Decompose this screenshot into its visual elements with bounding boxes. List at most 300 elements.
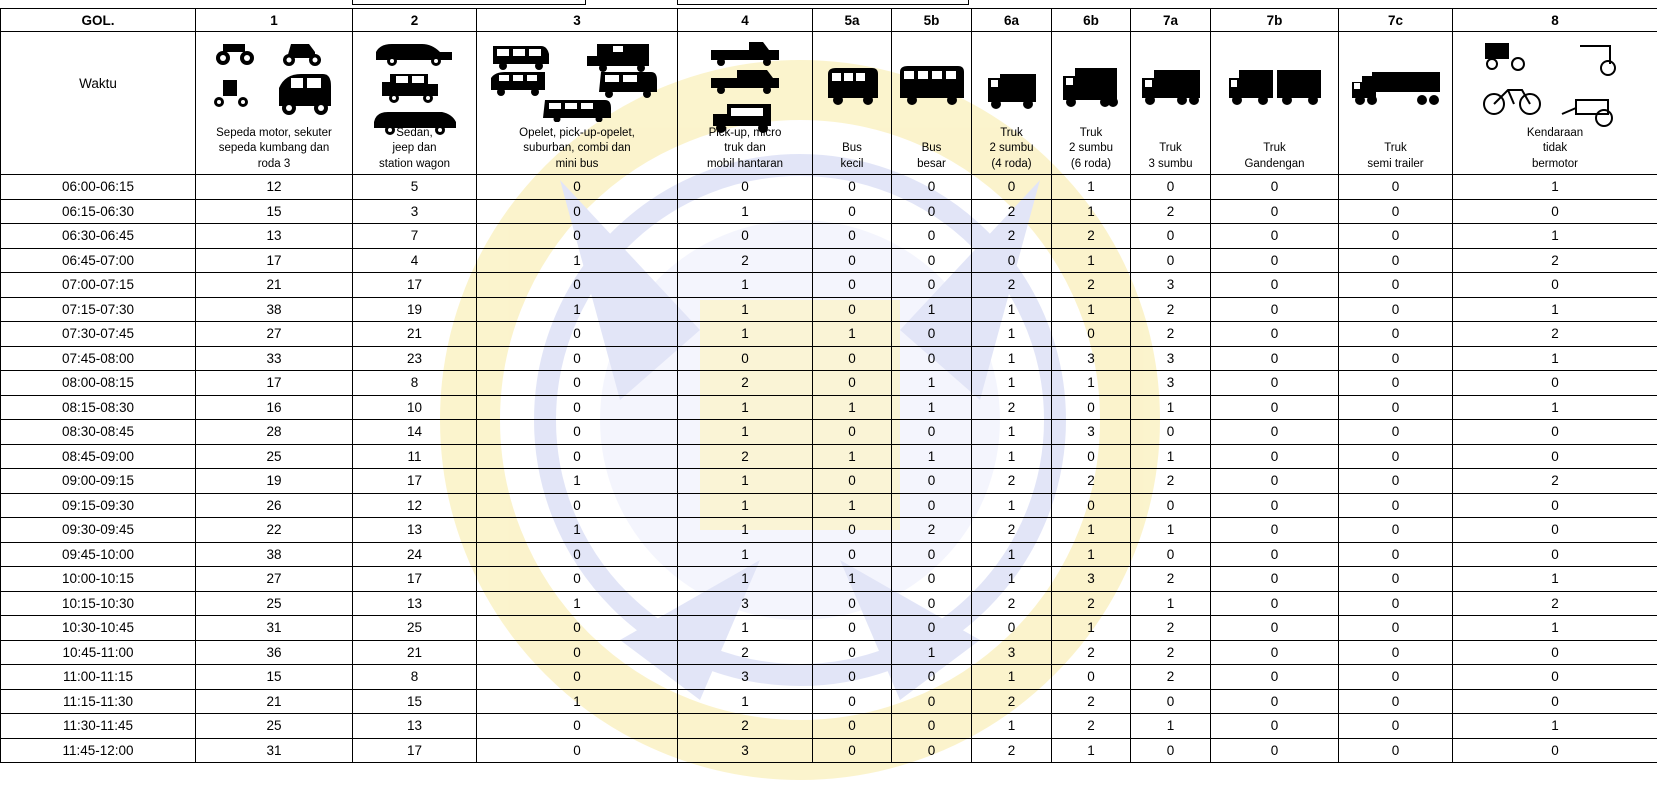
desc-line: semi trailer <box>1367 157 1424 170</box>
count-cell: 0 <box>1453 640 1657 665</box>
count-cell: 0 <box>813 689 892 714</box>
desc-line: suburban, combi dan <box>523 142 631 154</box>
table-row <box>1 665 1657 690</box>
count-cell: 0 <box>972 248 1052 273</box>
count-cell: 0 <box>892 689 972 714</box>
count-cell: 1 <box>972 714 1052 739</box>
count-cell: 12 <box>353 493 477 518</box>
desc-cell-2 <box>353 32 477 175</box>
count-cell: 0 <box>1453 444 1657 469</box>
table-row <box>1 689 1657 714</box>
count-cell: 1 <box>892 640 972 665</box>
count-cell: 13 <box>353 591 477 616</box>
table-row <box>1 297 1657 322</box>
desc-cell-6a <box>972 32 1052 175</box>
time-cell: 10:00-10:15 <box>1 567 196 592</box>
count-cell: 0 <box>1211 199 1339 224</box>
count-cell: 0 <box>1339 395 1453 420</box>
count-cell: 0 <box>1339 616 1453 641</box>
count-cell: 1 <box>972 444 1052 469</box>
count-cell: 0 <box>1339 322 1453 347</box>
count-cell: 0 <box>813 371 892 396</box>
large-bus-icon <box>896 38 968 138</box>
count-cell: 3 <box>1052 420 1131 445</box>
desc-line: 3 sumbu <box>1148 157 1193 170</box>
table-row <box>1 273 1657 298</box>
count-cell: 1 <box>1052 199 1131 224</box>
count-cell: 0 <box>1211 714 1339 739</box>
count-cell: 1 <box>477 248 678 273</box>
count-cell: 0 <box>1211 542 1339 567</box>
time-cell: 11:15-11:30 <box>1 689 196 714</box>
count-cell: 0 <box>1453 273 1657 298</box>
count-cell: 0 <box>1211 395 1339 420</box>
time-cell: 09:45-10:00 <box>1 542 196 567</box>
time-cell: 11:30-11:45 <box>1 714 196 739</box>
count-cell: 0 <box>1052 665 1131 690</box>
col-header-3: 3 <box>477 9 678 32</box>
count-cell: 0 <box>1339 224 1453 249</box>
desc-cell-5b <box>892 32 972 175</box>
count-cell: 0 <box>477 322 678 347</box>
count-cell: 10 <box>353 395 477 420</box>
table-row <box>1 224 1657 249</box>
count-cell: 1 <box>477 469 678 494</box>
count-cell: 25 <box>196 444 353 469</box>
count-cell: 1 <box>678 469 813 494</box>
count-cell: 1 <box>678 420 813 445</box>
count-cell: 0 <box>813 224 892 249</box>
count-cell: 0 <box>678 346 813 371</box>
count-cell: 3 <box>1052 567 1131 592</box>
count-cell: 0 <box>1339 248 1453 273</box>
count-cell: 1 <box>678 322 813 347</box>
count-cell: 0 <box>813 273 892 298</box>
count-cell: 28 <box>196 420 353 445</box>
count-cell: 0 <box>477 493 678 518</box>
count-cell: 0 <box>1211 689 1339 714</box>
desc-cell-7c <box>1339 32 1453 175</box>
count-cell: 0 <box>477 616 678 641</box>
count-cell: 1 <box>1453 395 1657 420</box>
count-cell: 2 <box>1131 297 1211 322</box>
count-cell: 5 <box>353 175 477 200</box>
count-cell: 0 <box>1131 689 1211 714</box>
count-cell: 15 <box>196 199 353 224</box>
count-cell: 2 <box>1052 591 1131 616</box>
count-cell: 0 <box>1339 640 1453 665</box>
table-row <box>1 542 1657 567</box>
count-cell: 0 <box>1339 444 1453 469</box>
count-cell: 21 <box>353 322 477 347</box>
count-cell: 1 <box>1052 738 1131 763</box>
count-cell: 17 <box>353 738 477 763</box>
desc-line: Opelet, pick-up-opelet, <box>519 126 635 139</box>
count-cell: 1 <box>678 518 813 543</box>
count-cell: 0 <box>1211 297 1339 322</box>
count-cell: 1 <box>972 493 1052 518</box>
count-cell: 0 <box>1211 346 1339 371</box>
count-cell: 1 <box>1052 297 1131 322</box>
desc-line: (4 roda) <box>991 157 1032 170</box>
count-cell: 0 <box>1131 248 1211 273</box>
time-cell: 11:00-11:15 <box>1 665 196 690</box>
count-cell: 2 <box>678 371 813 396</box>
count-cell: 25 <box>353 616 477 641</box>
count-cell: 0 <box>892 199 972 224</box>
count-cell: 0 <box>1453 738 1657 763</box>
desc-cell-3 <box>477 32 678 175</box>
count-cell: 0 <box>1453 689 1657 714</box>
count-cell: 0 <box>1339 714 1453 739</box>
trailer-truck-icon <box>1225 38 1325 138</box>
count-cell: 2 <box>972 591 1052 616</box>
count-cell: 0 <box>1339 297 1453 322</box>
count-cell: 0 <box>813 420 892 445</box>
count-cell: 1 <box>1052 371 1131 396</box>
count-cell: 3 <box>678 738 813 763</box>
count-cell: 15 <box>353 689 477 714</box>
time-cell: 09:00-09:15 <box>1 469 196 494</box>
count-cell: 1 <box>972 542 1052 567</box>
count-cell: 0 <box>477 224 678 249</box>
count-cell: 17 <box>196 371 353 396</box>
count-cell: 0 <box>892 175 972 200</box>
col-header-6b: 6b <box>1052 9 1131 32</box>
count-cell: 1 <box>972 567 1052 592</box>
count-cell: 3 <box>353 199 477 224</box>
waktu-header <box>1 32 196 175</box>
count-cell: 0 <box>813 175 892 200</box>
count-cell: 1 <box>678 616 813 641</box>
count-cell: 0 <box>972 175 1052 200</box>
desc-cell-4 <box>678 32 813 175</box>
count-cell: 1 <box>1052 248 1131 273</box>
desc-line: Bus <box>842 142 862 154</box>
count-cell: 2 <box>972 689 1052 714</box>
count-cell: 0 <box>477 395 678 420</box>
count-cell: 0 <box>1211 665 1339 690</box>
count-cell: 33 <box>196 346 353 371</box>
desc-line: Bus <box>921 142 942 154</box>
col-header-8: 8 <box>1453 9 1657 32</box>
count-cell: 24 <box>353 542 477 567</box>
count-cell: 17 <box>353 567 477 592</box>
desc-line: tidak <box>1542 142 1568 154</box>
count-cell: 31 <box>196 616 353 641</box>
count-cell: 0 <box>1211 567 1339 592</box>
count-cell: 19 <box>353 297 477 322</box>
count-cell: 1 <box>1453 567 1657 592</box>
count-cell: 0 <box>1339 469 1453 494</box>
desc-line: Truk <box>1159 142 1182 154</box>
count-cell: 0 <box>1339 273 1453 298</box>
count-cell: 1 <box>1052 175 1131 200</box>
count-cell: 1 <box>1453 175 1657 200</box>
time-cell: 08:45-09:00 <box>1 444 196 469</box>
count-cell: 1 <box>1131 395 1211 420</box>
count-cell: 13 <box>353 714 477 739</box>
count-cell: 0 <box>477 346 678 371</box>
table-row <box>1 322 1657 347</box>
count-cell: 25 <box>196 591 353 616</box>
time-cell: 10:45-11:00 <box>1 640 196 665</box>
count-cell: 2 <box>1453 322 1657 347</box>
count-cell: 21 <box>196 273 353 298</box>
count-cell: 1 <box>972 297 1052 322</box>
count-cell: 0 <box>477 175 678 200</box>
count-cell: 2 <box>972 199 1052 224</box>
count-cell: 8 <box>353 665 477 690</box>
count-cell: 0 <box>1339 175 1453 200</box>
count-cell: 1 <box>1453 224 1657 249</box>
time-cell: 07:00-07:15 <box>1 273 196 298</box>
count-cell: 1 <box>477 689 678 714</box>
table-row <box>1 714 1657 739</box>
table-row <box>1 738 1657 763</box>
count-cell: 1 <box>678 297 813 322</box>
col-header-1: 1 <box>196 9 353 32</box>
count-cell: 1 <box>477 591 678 616</box>
desc-line: mobil hantaran <box>706 157 784 170</box>
count-cell: 0 <box>892 420 972 445</box>
count-cell: 0 <box>477 640 678 665</box>
count-cell: 14 <box>353 420 477 445</box>
table-row <box>1 248 1657 273</box>
table-body <box>1 175 1657 763</box>
count-cell: 1 <box>972 346 1052 371</box>
table-row <box>1 420 1657 445</box>
count-cell: 0 <box>1211 175 1339 200</box>
count-cell: 0 <box>1211 273 1339 298</box>
count-cell: 0 <box>1453 420 1657 445</box>
count-cell: 3 <box>1131 371 1211 396</box>
count-cell: 0 <box>813 199 892 224</box>
count-cell: 2 <box>1131 322 1211 347</box>
desc-line: jeep dan <box>392 142 437 154</box>
count-cell: 0 <box>892 248 972 273</box>
count-cell: 31 <box>196 738 353 763</box>
desc-line: sepeda kumbang dan <box>218 142 330 154</box>
count-cell: 17 <box>353 273 477 298</box>
table-row <box>1 199 1657 224</box>
count-cell: 0 <box>1453 493 1657 518</box>
count-cell: 0 <box>1211 616 1339 641</box>
count-cell: 0 <box>892 273 972 298</box>
count-cell: 1 <box>892 371 972 396</box>
desc-line: Pick-up, micro <box>708 126 782 139</box>
count-cell: 0 <box>892 714 972 739</box>
count-cell: 1 <box>1453 616 1657 641</box>
count-cell: 0 <box>1131 420 1211 445</box>
time-cell: 08:00-08:15 <box>1 371 196 396</box>
count-cell: 1 <box>477 518 678 543</box>
count-cell: 0 <box>813 297 892 322</box>
non-motorized-vehicle-icon <box>1480 38 1630 130</box>
count-cell: 3 <box>678 665 813 690</box>
count-cell: 0 <box>1211 640 1339 665</box>
count-cell: 15 <box>196 665 353 690</box>
table-row <box>1 371 1657 396</box>
count-cell: 0 <box>813 518 892 543</box>
count-cell: 0 <box>1339 689 1453 714</box>
table-row <box>1 175 1657 200</box>
count-cell: 2 <box>1453 591 1657 616</box>
count-cell: 2 <box>1052 714 1131 739</box>
desc-cell-7b <box>1211 32 1339 175</box>
count-cell: 38 <box>196 297 353 322</box>
col-header-4: 4 <box>678 9 813 32</box>
count-cell: 0 <box>892 738 972 763</box>
desc-cell-8 <box>1453 32 1657 175</box>
count-cell: 0 <box>678 224 813 249</box>
desc-line: truk dan <box>724 142 766 154</box>
count-cell: 0 <box>892 591 972 616</box>
count-cell: 0 <box>1339 346 1453 371</box>
count-cell: 1 <box>678 493 813 518</box>
count-cell: 0 <box>1453 199 1657 224</box>
count-cell: 0 <box>1052 444 1131 469</box>
desc-line: besar <box>917 157 946 170</box>
count-cell: 0 <box>1339 665 1453 690</box>
count-cell: 1 <box>1131 714 1211 739</box>
table-row <box>1 469 1657 494</box>
count-cell: 17 <box>196 248 353 273</box>
count-cell: 0 <box>1131 738 1211 763</box>
minibus-van-icon <box>487 38 667 122</box>
count-cell: 0 <box>813 346 892 371</box>
count-cell: 1 <box>1453 714 1657 739</box>
time-cell: 07:30-07:45 <box>1 322 196 347</box>
small-bus-icon <box>822 38 882 138</box>
count-cell: 4 <box>353 248 477 273</box>
count-cell: 0 <box>813 248 892 273</box>
count-cell: 2 <box>1453 248 1657 273</box>
count-cell: 2 <box>972 518 1052 543</box>
pickup-truck-icon <box>705 38 785 138</box>
count-cell: 16 <box>196 395 353 420</box>
count-cell: 0 <box>1339 493 1453 518</box>
count-cell: 0 <box>1339 738 1453 763</box>
time-cell: 08:15-08:30 <box>1 395 196 420</box>
count-cell: 3 <box>1131 273 1211 298</box>
count-cell: 0 <box>892 542 972 567</box>
count-cell: 21 <box>353 640 477 665</box>
count-cell: 0 <box>1052 395 1131 420</box>
count-cell: 0 <box>477 199 678 224</box>
count-cell: 0 <box>1131 224 1211 249</box>
count-cell: 3 <box>1052 346 1131 371</box>
count-cell: 8 <box>353 371 477 396</box>
semi-trailer-truck-icon <box>1348 38 1444 138</box>
desc-line: Truk <box>1079 126 1103 139</box>
count-cell: 0 <box>1453 542 1657 567</box>
count-cell: 1 <box>1131 518 1211 543</box>
desc-line: Truk <box>1384 142 1407 154</box>
count-cell: 0 <box>892 346 972 371</box>
count-cell: 1 <box>678 542 813 567</box>
count-cell: 26 <box>196 493 353 518</box>
count-cell: 1 <box>678 567 813 592</box>
count-cell: 0 <box>813 542 892 567</box>
count-cell: 1 <box>972 322 1052 347</box>
count-cell: 2 <box>1131 665 1211 690</box>
count-cell: 1 <box>892 297 972 322</box>
count-cell: 1 <box>892 444 972 469</box>
count-cell: 2 <box>1131 616 1211 641</box>
count-cell: 2 <box>892 518 972 543</box>
gol-header: GOL. <box>1 9 196 32</box>
desc-line: 2 sumbu <box>989 142 1034 154</box>
header-row <box>1 9 1657 32</box>
two-axle-truck-icon <box>982 38 1042 138</box>
count-cell: 0 <box>892 469 972 494</box>
count-cell: 0 <box>813 665 892 690</box>
count-cell: 0 <box>1339 199 1453 224</box>
time-cell: 10:15-10:30 <box>1 591 196 616</box>
count-cell: 0 <box>813 714 892 739</box>
time-cell: 09:30-09:45 <box>1 518 196 543</box>
count-cell: 0 <box>1211 248 1339 273</box>
count-cell: 25 <box>196 714 353 739</box>
desc-line: roda 3 <box>257 157 291 170</box>
count-cell: 0 <box>892 665 972 690</box>
count-cell: 1 <box>813 493 892 518</box>
count-cell: 0 <box>813 591 892 616</box>
desc-line: kecil <box>840 157 864 170</box>
count-cell: 2 <box>1052 273 1131 298</box>
count-cell: 0 <box>1211 469 1339 494</box>
count-cell: 1 <box>813 395 892 420</box>
table-row <box>1 444 1657 469</box>
count-cell: 1 <box>1052 542 1131 567</box>
count-cell: 2 <box>1131 199 1211 224</box>
two-axle-truck-icon <box>1059 38 1123 138</box>
count-cell: 2 <box>972 273 1052 298</box>
time-cell: 07:45-08:00 <box>1 346 196 371</box>
count-cell: 0 <box>1211 518 1339 543</box>
col-header-7c: 7c <box>1339 9 1453 32</box>
col-header-5b: 5b <box>892 9 972 32</box>
count-cell: 2 <box>972 395 1052 420</box>
count-cell: 2 <box>678 444 813 469</box>
count-cell: 13 <box>196 224 353 249</box>
count-cell: 2 <box>1131 567 1211 592</box>
count-cell: 1 <box>1131 444 1211 469</box>
count-cell: 1 <box>678 273 813 298</box>
count-cell: 0 <box>1131 493 1211 518</box>
table-row <box>1 493 1657 518</box>
count-cell: 0 <box>477 420 678 445</box>
col-header-2: 2 <box>353 9 477 32</box>
count-cell: 2 <box>972 738 1052 763</box>
desc-line: station wagon <box>379 157 450 170</box>
count-cell: 2 <box>1131 469 1211 494</box>
count-cell: 0 <box>892 567 972 592</box>
count-cell: 1 <box>972 371 1052 396</box>
count-cell: 1 <box>892 395 972 420</box>
count-cell: 17 <box>353 469 477 494</box>
count-cell: 22 <box>196 518 353 543</box>
count-cell: 1 <box>1453 297 1657 322</box>
count-cell: 0 <box>1339 518 1453 543</box>
count-cell: 0 <box>1339 591 1453 616</box>
count-cell: 2 <box>678 714 813 739</box>
count-cell: 0 <box>892 322 972 347</box>
desc-line: 2 sumbu <box>1068 142 1114 154</box>
description-row <box>1 32 1657 175</box>
desc-cell-5a <box>813 32 892 175</box>
